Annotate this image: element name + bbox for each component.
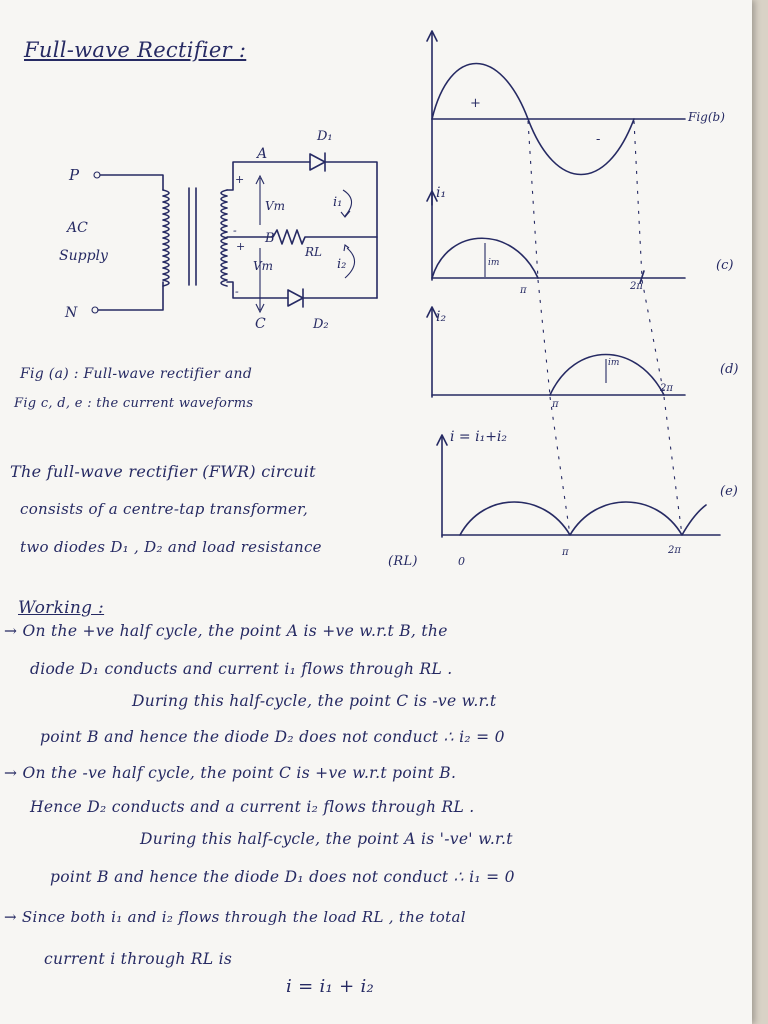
sign-minus-mid: - bbox=[233, 224, 237, 237]
primary-coil bbox=[163, 190, 169, 286]
label-e-i: i = i₁+i₂ bbox=[450, 429, 508, 445]
intro-line-1: The full-wave rectifier (FWR) circuit bbox=[10, 462, 316, 481]
working-line-2: diode D₁ conducts and current i₁ flows through RL . bbox=[30, 660, 453, 678]
working-line-3: During this half-cycle, the point C is -ve w.r.t bbox=[132, 692, 497, 710]
wave-i2 bbox=[550, 355, 664, 396]
sign-b-plus: + bbox=[470, 96, 481, 111]
working-equation: i = i₁ + i₂ bbox=[286, 976, 375, 997]
terminal-n bbox=[92, 307, 98, 313]
label-c: C bbox=[255, 316, 266, 332]
wire-right bbox=[325, 162, 377, 298]
tick-c-pi: π bbox=[520, 285, 527, 296]
label-d-i2: i₂ bbox=[436, 309, 447, 325]
working-line-5: → On the -ve half cycle, the point C is +ve w.r.t point B. bbox=[4, 764, 457, 782]
sign-minus-bottom: - bbox=[235, 285, 239, 298]
working-line-7: During this half-cycle, the point A is '-ve' w.r.t bbox=[140, 830, 513, 848]
label-a: A bbox=[257, 146, 268, 162]
caption-line-2: Fig c, d, e : the current waveforms bbox=[14, 396, 254, 411]
current-loop-2 bbox=[345, 248, 355, 278]
working-line-1: → On the +ve half cycle, the point A is +ve w.r.t B, the bbox=[4, 622, 448, 640]
working-heading: Working : bbox=[18, 598, 105, 618]
label-e-origin: 0 bbox=[458, 555, 465, 568]
label-p: P bbox=[69, 166, 80, 184]
label-fig-e: (e) bbox=[720, 484, 738, 499]
secondary-coil bbox=[221, 190, 227, 286]
label-c-im: im bbox=[488, 258, 500, 268]
label-vm-top: Vm bbox=[265, 199, 286, 213]
working-line-6: Hence D₂ conducts and a current i₂ flows through RL . bbox=[30, 798, 475, 816]
label-vm-bottom: Vm bbox=[253, 259, 274, 273]
terminal-p bbox=[94, 172, 100, 178]
label-b: B bbox=[265, 231, 275, 246]
current-loop-1 bbox=[343, 190, 352, 216]
working-line-10: current i through RL is bbox=[44, 950, 233, 968]
sign-plus-mid: + bbox=[236, 240, 246, 253]
label-i1: i₁ bbox=[333, 195, 343, 210]
waveform-graphs bbox=[420, 25, 750, 585]
intro-line-4: (RL) bbox=[388, 554, 418, 569]
circuit-diagram bbox=[55, 120, 395, 335]
label-fig-d: (d) bbox=[720, 362, 739, 377]
diode-d1 bbox=[310, 154, 325, 170]
sign-b-minus: - bbox=[596, 132, 601, 147]
working-line-9: → Since both i₁ and i₂ flows through the load RL , the total bbox=[4, 908, 466, 926]
label-c-i1: i₁ bbox=[436, 185, 447, 201]
wave-i-total bbox=[460, 502, 706, 535]
resistor-rl bbox=[227, 230, 377, 244]
label-n: N bbox=[65, 305, 78, 321]
label-d2: D₂ bbox=[313, 317, 329, 332]
diode-d2 bbox=[288, 290, 303, 306]
label-fig-b: Fig(b) bbox=[688, 110, 725, 124]
label-fig-c: (c) bbox=[716, 258, 734, 273]
tick-e-2pi: 2π bbox=[668, 545, 681, 556]
tick-e-pi: π bbox=[562, 547, 569, 558]
tick-d-pi: π bbox=[552, 399, 559, 410]
caption-line-1: Fig (a) : Full-wave rectifier and bbox=[20, 366, 253, 382]
intro-line-2: consists of a centre-tap transformer, bbox=[20, 500, 309, 518]
page-title: Full-wave Rectifier : bbox=[24, 38, 247, 62]
primary-lead-top bbox=[100, 175, 163, 190]
label-rl: RL bbox=[305, 245, 323, 259]
label-d-im: im bbox=[608, 358, 620, 368]
label-supply: Supply bbox=[59, 248, 108, 264]
working-line-4: point B and hence the diode D₂ does not conduct ∴ i₂ = 0 bbox=[40, 728, 505, 746]
label-ac: AC bbox=[67, 220, 88, 236]
tick-d-2pi: 2π bbox=[660, 383, 673, 394]
label-i2: i₂ bbox=[337, 257, 347, 272]
tick-c-2pi: 2π bbox=[630, 281, 643, 292]
sign-plus-top: + bbox=[235, 173, 245, 186]
label-d1: D₁ bbox=[317, 129, 333, 144]
working-line-8: point B and hence the diode D₁ does not conduct ∴ i₁ = 0 bbox=[50, 868, 515, 886]
primary-lead-bottom bbox=[98, 282, 163, 310]
intro-line-3: two diodes D₁ , D₂ and load resistance bbox=[20, 538, 322, 556]
